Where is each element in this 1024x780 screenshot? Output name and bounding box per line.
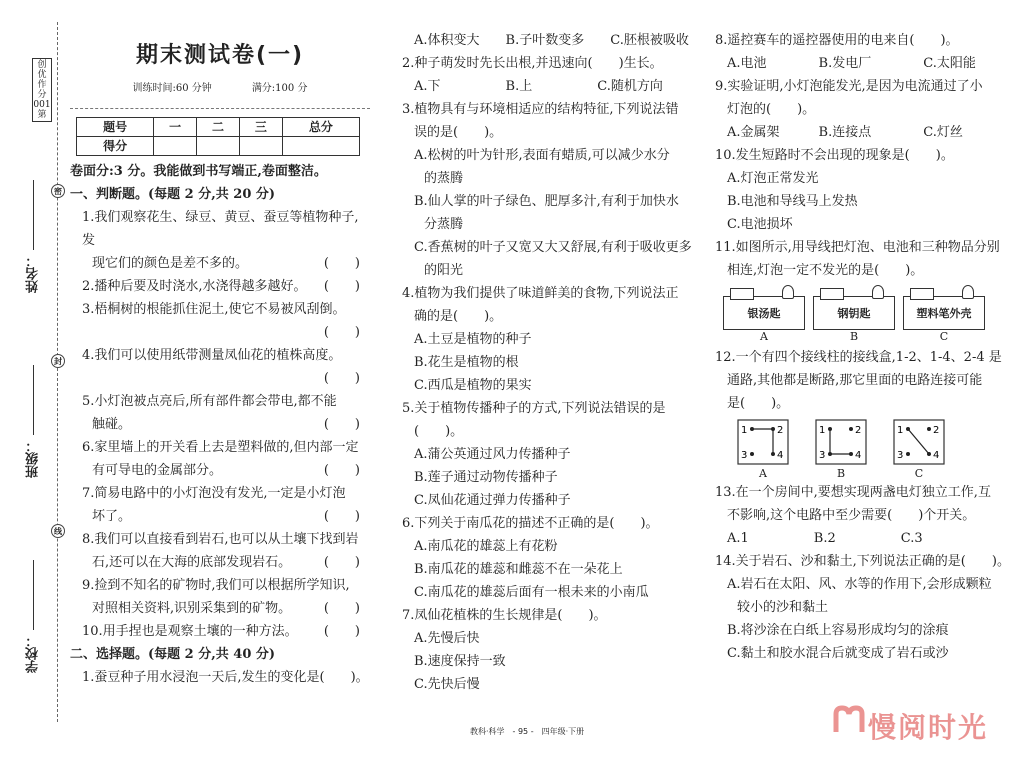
option-line: A.1 B.2 C.3 [727,531,923,546]
publisher-stamp [32,58,52,122]
svg-text:3: 3 [819,450,826,461]
column-3 [715,0,1015,780]
svg-text:3: 3 [741,450,748,461]
question-text: 确的是( )。 [414,309,503,324]
seal-circle-feng: 封 [51,354,65,368]
junction-box-figures [737,419,1015,481]
watermark-text: 慢阅时光 [868,711,989,744]
question-text: 5.小灯泡被点亮后,所有部件都会带电,都不能 [82,394,337,409]
option-line: B.南瓜花的雄蕊和雌蕊不在一朵花上 [414,562,623,577]
figure-label: B [836,467,846,480]
question-text: 7.凤仙花植株的生长规律是( )。 [402,608,607,623]
question-text: 13.在一个房间中,要想实现两盏电灯独立工作,互 [715,485,991,500]
page-title: 期末测试卷(一) [135,43,305,68]
score-cell: 得分 [77,137,154,156]
option-line: A.电池 B.发电厂 C.太阳能 [727,56,976,71]
question-text: 通路,其他都是断路,那它里面的电路连接可能 [727,373,983,388]
question-text: 10.用手捏也是观察土壤的一种方法。 ( ) [70,620,370,643]
question-text: 误的是( )。 [414,125,503,140]
page-footer: 教科·科学 - 95 - 四年级·下册 [470,727,585,736]
svg-text:4: 4 [933,450,940,461]
stamp-char: 优 [37,70,47,80]
answer-paren[interactable]: ( ) [323,256,360,271]
figure-label: A [760,330,768,343]
answer-paren[interactable]: ( ) [323,279,360,294]
name-label: 姓名： [26,254,41,293]
figure-label: A [759,467,767,480]
option-line: C.电池损坏 [727,217,793,232]
question-text: 触碰。 ( ) [70,413,370,436]
neatness-note: 卷面分:3 分。我能做到书写端正,卷面整洁。 [70,164,327,179]
question-text: 对照相关资料,识别采集到的矿物。 ( ) [70,597,370,620]
school-label: 学校： [26,634,41,673]
option-line: A.岩石在太阳、风、水等的作用下,会形成颗粒 [727,577,992,592]
bulb-icon [782,285,794,299]
question-text: 2.种子萌发时先长出根,并迅速向( )生长。 [402,56,663,71]
option-line: A.先慢后快 [414,631,480,646]
option-line: C.香蕉树的叶子又宽又大又舒展,有利于吸收更多 [414,240,692,255]
figure-label: B [849,330,859,343]
question-text: 石,还可以在大海的底部发现岩石。 ( ) [70,551,370,574]
junction-box-a [737,419,789,481]
stamp-char: 作 [37,80,47,90]
question-text: 灯泡的( )。 [727,102,816,117]
school-field[interactable] [24,560,50,673]
question-text: 4.植物为我们提供了味道鲜美的食物,下列说法正 [402,286,679,301]
question-text: 9.实验证明,小灯泡能发光,是因为电流通过了小 [715,79,983,94]
score-cell: 二 [197,118,240,137]
question-text: 1.我们观察花生、绿豆、黄豆、蚕豆等植物种子,发 [82,210,359,248]
score-cell: 题号 [77,118,154,137]
battery-icon [910,288,934,300]
question-text: 现它们的颜色是差不多的。 ( ) [70,252,370,275]
junction-box-b [815,419,867,481]
option-line: A.松树的叶为针形,表面有蜡质,可以减少水分 [414,148,670,163]
option-line: A.南瓜花的雄蕊上有花粉 [414,539,558,554]
question-text: 7.简易电路中的小灯泡没有发光,一定是小灯泡 [82,486,346,501]
option-line: 的蒸腾 [424,171,464,186]
answer-paren[interactable]: ( ) [323,555,360,570]
circuit-figure-c [903,288,985,344]
option-line: C.凤仙花通过弹力传播种子 [414,493,571,508]
score-cell: 一 [154,118,197,137]
class-label: 班级： [26,439,41,478]
answer-paren[interactable]: ( ) [323,624,360,639]
option-line: B.莲子通过动物传播种子 [414,470,558,485]
option-line: C.西瓜是植物的果实 [414,378,532,393]
question-text: 是( )。 [727,396,790,411]
svg-text:2: 2 [777,425,784,436]
stamp-char: 创 [37,60,47,70]
svg-text:1: 1 [819,425,826,436]
time-info: 训练时间:60 分钟 [132,83,212,94]
option-line: 较小的沙和黏土 [737,600,829,615]
circuit-figure-a [723,288,805,344]
option-line: C.黏土和胶水混合后就变成了岩石或沙 [727,646,949,661]
junction-box-diagram [893,419,945,465]
section-heading-judge: 一、判断题。(每题 2 分,共 20 分) [70,187,276,202]
svg-text:2: 2 [855,425,862,436]
question-text: 3.梧桐树的根能抓住泥土,使它不易被风刮倒。 [82,302,346,317]
question-text: 6.家里墙上的开关看上去是塑料做的,但内部一定 [82,440,359,455]
score-table-score-row [77,137,360,156]
option-line: 的阳光 [424,263,464,278]
question-text: 14.关于岩石、沙和黏土,下列说法正确的是( )。 [715,554,1010,569]
junction-box-diagram [737,419,789,465]
score-cell: 总分 [282,118,359,137]
stamp-char: 分 [37,90,47,100]
circuit-frame [903,296,985,330]
option-line: A.蒲公英通过风力传播种子 [414,447,571,462]
question-text: 坏了。 ( ) [70,505,370,528]
answer-paren[interactable]: ( ) [323,601,360,616]
option-line: A.灯泡正常发光 [727,171,819,186]
question-text: 3.植物具有与环境相适应的结构特征,下列说法错 [402,102,679,117]
column-2 [402,0,702,780]
svg-text:4: 4 [777,450,784,461]
circuit-figure-b [813,288,895,344]
bulb-icon [962,285,974,299]
bulb-icon [872,285,884,299]
score-info: 满分:100 分 [251,83,308,94]
seal-circle-xian: 线 [51,524,65,538]
question-text: 5.关于植物传播种子的方式,下列说法错误的是 [402,401,666,416]
question-text: 9.捡到不知名的矿物时,我们可以根据所学知识, [82,578,350,593]
option-line: C.南瓜花的雄蕊后面有一根未来的小南瓜 [414,585,649,600]
score-cell: 三 [239,118,282,137]
option-line: B.花生是植物的根 [414,355,519,370]
question-text: 2.播种后要及时浇水,水浇得越多越好。 ( ) [70,275,370,298]
watermark-logo-icon [832,704,866,736]
stamp-char: 第 [37,110,47,120]
circuit-object: 塑料笔外壳 [916,307,972,320]
question-text: 10.发生短路时不会出现的现象是( )。 [715,148,954,163]
question-text: 12.一个有四个接线柱的接线盒,1-2、1-4、2-4 是 [715,350,1002,365]
svg-text:2: 2 [933,425,940,436]
score-table [76,117,360,156]
option-line: A.土豆是植物的种子 [414,332,532,347]
junction-box-diagram [815,419,867,465]
option-line: B.将沙涂在白纸上容易形成均匀的涂痕 [727,623,949,638]
option-line: A.金属架 B.连接点 C.灯丝 [727,125,963,140]
score-input-cell[interactable] [239,137,282,156]
answer-paren[interactable]: ( ) [323,509,360,524]
column-1 [70,0,370,751]
svg-text:4: 4 [855,450,862,461]
answer-paren[interactable]: ( ) [323,371,360,386]
question-text: ( )。 [414,424,464,439]
divider [70,108,370,109]
question-text: 不影响,这个电路中至少需要( )个开关。 [727,508,976,523]
battery-icon [730,288,754,300]
question-text: 4.我们可以使用纸带测量凤仙花的植株高度。 [82,348,342,363]
svg-text:3: 3 [897,450,904,461]
option-line: A.体积变大 B.子叶数变多 C.胚根被吸收 [414,33,689,48]
answer-paren[interactable]: ( ) [323,463,360,478]
figure-label: C [939,330,949,343]
score-input-cell[interactable] [282,137,359,156]
question-text: 1.蚕豆种子用水浸泡一天后,发生的变化是( )。 [82,670,369,685]
score-table-header-row [77,118,360,137]
svg-text:1: 1 [897,425,904,436]
exam-info [70,77,370,100]
option-line: B.电池和导线马上发热 [727,194,858,209]
question-text: 8.我们可以直接看到岩石,也可以从土壤下找到岩 [82,532,359,547]
question-text: 11.如图所示,用导线把灯泡、电池和三种物品分别 [715,240,1000,255]
figure-label: C [914,467,924,480]
question-text: 6.下列关于南瓜花的描述不正确的是( )。 [402,516,659,531]
score-input-cell[interactable] [197,137,240,156]
circuit-object: 钢钥匙 [837,307,871,320]
circuit-object: 银汤匙 [747,307,781,320]
option-line: 分蒸腾 [424,217,464,232]
circuit-frame [723,296,805,330]
option-line: A.下 B.上 C.随机方向 [414,79,663,94]
option-line: C.先快后慢 [414,677,480,692]
seal-line [57,22,58,722]
question-text: 8.遥控赛车的遥控器使用的电来自( )。 [715,33,959,48]
question-text: 有可导电的金属部分。 ( ) [70,459,370,482]
answer-paren[interactable]: ( ) [323,325,360,340]
binding-margin [0,0,62,751]
option-line: B.仙人掌的叶子绿色、肥厚多汁,有利于加快水 [414,194,679,209]
stamp-char: 001 [33,100,51,110]
junction-box-c [893,419,945,481]
class-field[interactable] [24,365,50,478]
battery-icon [820,288,844,300]
option-line: B.速度保持一致 [414,654,506,669]
circuit-figures [723,288,1015,344]
answer-paren[interactable]: ( ) [323,417,360,432]
circuit-frame [813,296,895,330]
question-text: 相连,灯泡一定不发光的是( )。 [727,263,924,278]
score-input-cell[interactable] [154,137,197,156]
svg-text:1: 1 [741,425,748,436]
section-heading-choice: 二、选择题。(每题 2 分,共 40 分) [70,647,276,662]
name-field[interactable] [24,180,50,293]
seal-circle-mi: 密 [51,184,65,198]
